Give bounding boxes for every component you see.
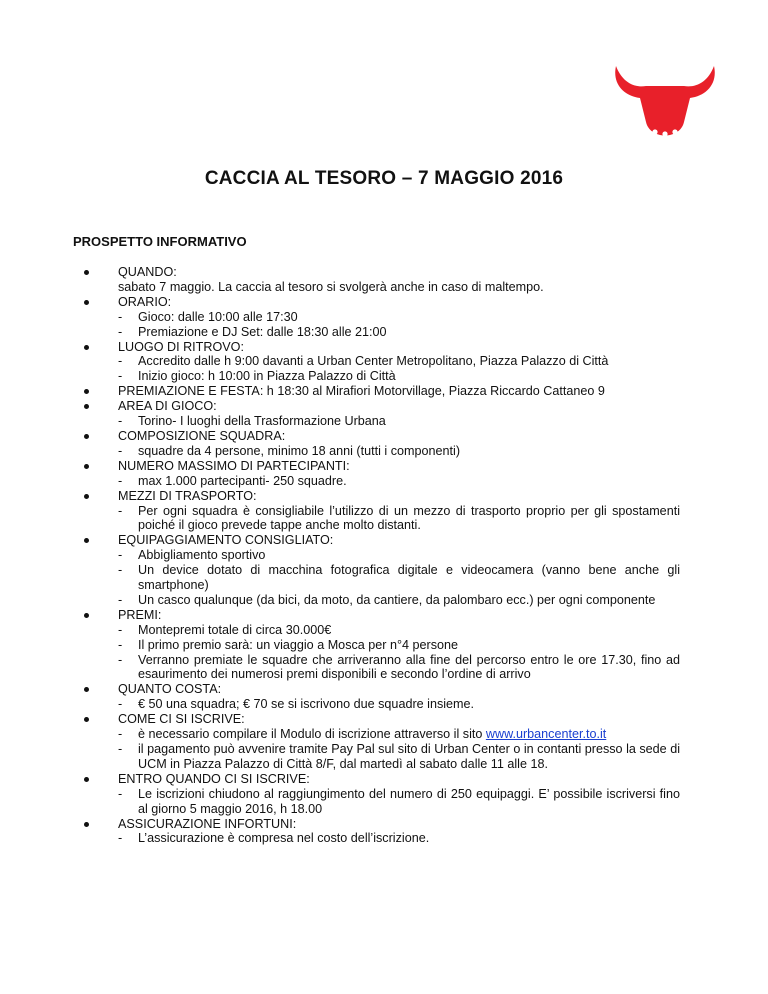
list-item — [84, 682, 680, 712]
document-subtitle: PROSPETTO INFORMATIVO — [73, 234, 247, 249]
sub-item: - Inizio gioco: h 10:00 in Piazza Palazzo di Città — [118, 369, 396, 384]
sub-item: - Montepremi totale di circa 30.000€ — [118, 622, 332, 637]
sub-item: - Un casco qualunque (da bici, da moto, da cantiere, da palombaro ecc.) per ogni componente — [118, 592, 656, 607]
section-heading: PREMI: — [118, 607, 162, 622]
list-item — [84, 712, 680, 772]
sub-item: - Per ogni squadra è consigliabile l’utilizzo di un mezzo di trasporto proprio per gli spostamenti poiché il gioco prevede tappe anche molto distanti. — [118, 503, 680, 533]
bullet-icon — [84, 687, 89, 692]
bullet-icon — [84, 389, 89, 394]
sub-item: - il pagamento può avvenire tramite Pay Pal sul sito di Urban Center o in contanti presso la sede di UCM in Piazza Palazzo di Città 8/F, dal martedì al sabato dalle 11 alle 18. — [118, 742, 680, 771]
list-item — [84, 399, 680, 429]
section-heading: COME CI SI ISCRIVE: — [118, 712, 245, 727]
bullet-icon — [84, 300, 89, 305]
list-item — [84, 384, 680, 399]
section-heading: MEZZI DI TRASPORTO: — [118, 488, 257, 503]
list-item — [84, 817, 680, 847]
list-item — [84, 533, 680, 608]
section-heading: ASSICURAZIONE INFORTUNI: — [118, 816, 297, 831]
sub-item: - Accredito dalle h 9:00 davanti a Urban Center Metropolitano, Piazza Palazzo di Città — [118, 354, 609, 369]
sub-item: - Abbigliamento sportivo — [118, 548, 266, 563]
sub-item: - Verranno premiate le squadre che arriveranno alla fine del percorso entro le ore 17.30, fino ad esaurimento dei numerosi premi disponibili e secondo l’ordine di arrivo — [118, 652, 680, 682]
list-item — [84, 295, 680, 340]
section-heading: QUANDO: — [118, 265, 177, 279]
bullet-icon — [84, 270, 89, 275]
section-heading: AREA DI GIOCO: — [118, 399, 217, 414]
sub-item: - max 1.000 partecipanti- 250 squadre. — [118, 473, 347, 488]
bullet-icon — [84, 494, 89, 499]
bullet-icon — [84, 717, 89, 722]
sub-item: - Un device dotato di macchina fotografica digitale e videocamera (vanno bene anche gli smartphone) — [118, 563, 680, 593]
bullet-icon — [84, 404, 89, 409]
bullet-icon — [84, 434, 89, 439]
section-heading: PREMIAZIONE E FESTA: h 18:30 al Mirafiori Motorvillage, Piazza Riccardo Cattaneo 9 — [118, 384, 605, 399]
sub-item: - Gioco: dalle 10:00 alle 17:30 — [118, 309, 298, 324]
urbancenter-link[interactable]: www.urbancenter.to.it — [485, 727, 607, 742]
list-item — [84, 459, 680, 489]
section-heading: QUANTO COSTA: — [118, 682, 222, 697]
list-item — [84, 608, 680, 683]
sub-item: - Le iscrizioni chiudono al raggiungimento del numero di 250 equipaggi. E’ possibile iscriversi fino al giorno 5 maggio 2016, h 18.00 — [118, 786, 680, 816]
section-heading: LUOGO DI RITROVO: — [118, 339, 244, 354]
section-text: sabato 7 maggio. La caccia al tesoro si svolgerà anche in caso di maltempo. — [118, 279, 544, 294]
bull-head-icon — [612, 60, 718, 146]
bullet-icon — [84, 538, 89, 543]
sub-item: - € 50 una squadra; € 70 se si iscrivono due squadre insieme. — [118, 697, 475, 712]
bullet-icon — [84, 777, 89, 782]
sub-item: - L’assicurazione è compresa nel costo dell’iscrizione. — [118, 831, 430, 846]
sub-item: - Il primo premio sarà: un viaggio a Mosca per n°4 persone — [118, 637, 459, 652]
section-heading: COMPOSIZIONE SQUADRA: — [118, 428, 286, 443]
list-item — [84, 429, 680, 459]
list-item — [84, 489, 680, 534]
page-title: CACCIA AL TESORO – 7 MAGGIO 2016 — [204, 168, 564, 189]
sub-item: - Premiazione e DJ Set: dalle 18:30 alle 21:00 — [118, 324, 387, 339]
sub-item: - è necessario compilare il Modulo di iscrizione attraverso il sito www.urbancenter.to.it — [118, 727, 607, 742]
bullet-icon — [84, 613, 89, 618]
bullet-icon — [84, 822, 89, 827]
info-list — [84, 265, 680, 846]
list-item — [84, 772, 680, 817]
list-item — [84, 340, 680, 385]
section-heading: NUMERO MASSIMO DI PARTECIPANTI: — [118, 458, 350, 473]
sub-item: - squadre da 4 persone, minimo 18 anni (tutti i componenti) — [118, 443, 461, 458]
section-heading: ENTRO QUANDO CI SI ISCRIVE: — [118, 771, 310, 786]
sub-item: - Torino- I luoghi della Trasformazione Urbana — [118, 414, 386, 429]
section-heading: ORARIO: — [118, 294, 172, 309]
bullet-icon — [84, 345, 89, 350]
section-heading: EQUIPAGGIAMENTO CONSIGLIATO: — [118, 533, 334, 548]
list-item — [84, 265, 680, 295]
bullet-icon — [84, 464, 89, 469]
